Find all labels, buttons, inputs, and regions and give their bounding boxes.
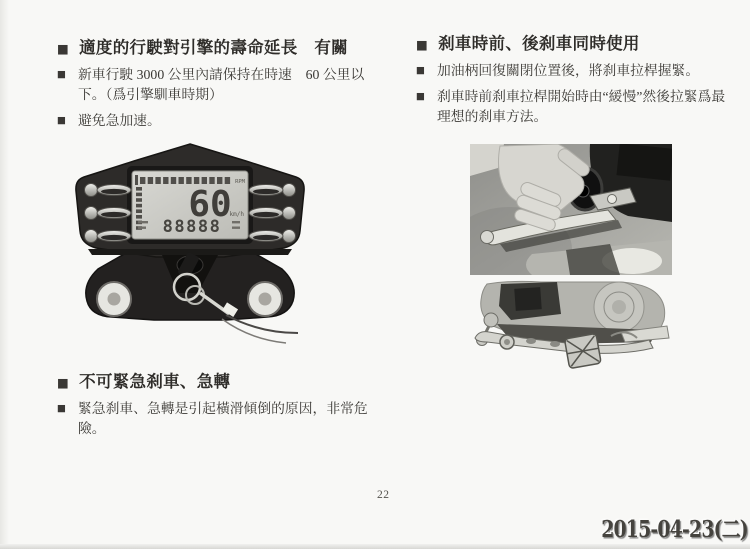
bullet-marker-icon: ■ xyxy=(416,91,425,102)
bullet-marker-icon: ■ xyxy=(57,69,66,80)
scan-edge-left xyxy=(0,0,9,549)
speed-unit: km/h xyxy=(229,211,244,218)
linkage-joint xyxy=(484,313,498,327)
section-heading: 不可緊急刹車、急轉 xyxy=(79,372,231,391)
bullet-text: 新車行駛 3000 公里內請保持在時速 60 公里以下。（爲引擎馴車時期） xyxy=(77,67,365,102)
section-no-hard-brake xyxy=(57,372,375,439)
foot-peg xyxy=(564,333,601,368)
clamp-screw xyxy=(608,195,617,204)
section-heading-row xyxy=(57,38,375,59)
rear-brake-pedal-photo xyxy=(471,280,671,372)
speedometer-photo xyxy=(74,141,306,347)
bullet-marker-icon: ■ xyxy=(57,115,66,126)
scan-edge-bottom xyxy=(0,544,750,549)
cylinder-dark xyxy=(514,287,541,311)
section-engine-life xyxy=(57,38,375,131)
section-heading-row xyxy=(416,34,736,55)
master-cylinder xyxy=(616,144,672,181)
rpm-label: RPM xyxy=(235,179,245,185)
front-brake-lever-photo xyxy=(470,144,672,275)
section-marker-icon: ■ xyxy=(416,37,429,52)
mount-washer-left-hole xyxy=(108,293,121,306)
bullet-marker-icon: ■ xyxy=(57,403,66,414)
pedal-arm-hole xyxy=(526,338,536,344)
section-brake-usage xyxy=(416,34,736,127)
bullet-text: 加油柄回復關閉位置後，將刹車拉桿握緊。 xyxy=(436,63,700,78)
bullet-marker-icon: ■ xyxy=(416,65,425,76)
bullet-item xyxy=(416,87,736,127)
section-heading: 適度的行駛對引擎的壽命延長 有關 xyxy=(79,38,348,57)
bullet-text: 刹車時前刹車拉桿開始時由“緩慢”然後拉緊爲最理想的刹車方法。 xyxy=(436,89,726,124)
section-marker-icon: ■ xyxy=(57,375,70,390)
section-marker-icon: ■ xyxy=(57,41,70,56)
date-stamp: 2015-04-23(二) xyxy=(601,516,748,543)
lever-ball-end xyxy=(481,231,494,244)
bullet-item xyxy=(57,111,375,131)
indicator-lamps-left xyxy=(85,184,132,243)
mount-washer-right-hole xyxy=(259,293,272,306)
bullet-item xyxy=(57,399,375,439)
pedal-arm-hole xyxy=(550,341,560,347)
indicator-lamps-right xyxy=(249,184,296,243)
pivot-bolt-center xyxy=(504,339,510,345)
speed-value: 60 xyxy=(188,184,232,225)
fan-cover-hub xyxy=(612,300,626,314)
bullet-text: 緊急刹車、急轉是引起橫滑傾倒的原因，非常危險。 xyxy=(77,401,368,436)
odometer-value: 88888 xyxy=(162,217,222,237)
section-heading-row xyxy=(57,372,375,393)
bullet-item xyxy=(57,65,375,105)
section-heading: 刹車時前、後刹車同時使用 xyxy=(438,34,640,53)
bullet-item xyxy=(416,61,736,81)
bullet-text: 避免急加速。 xyxy=(77,113,161,128)
page-number: 22 xyxy=(377,489,390,501)
